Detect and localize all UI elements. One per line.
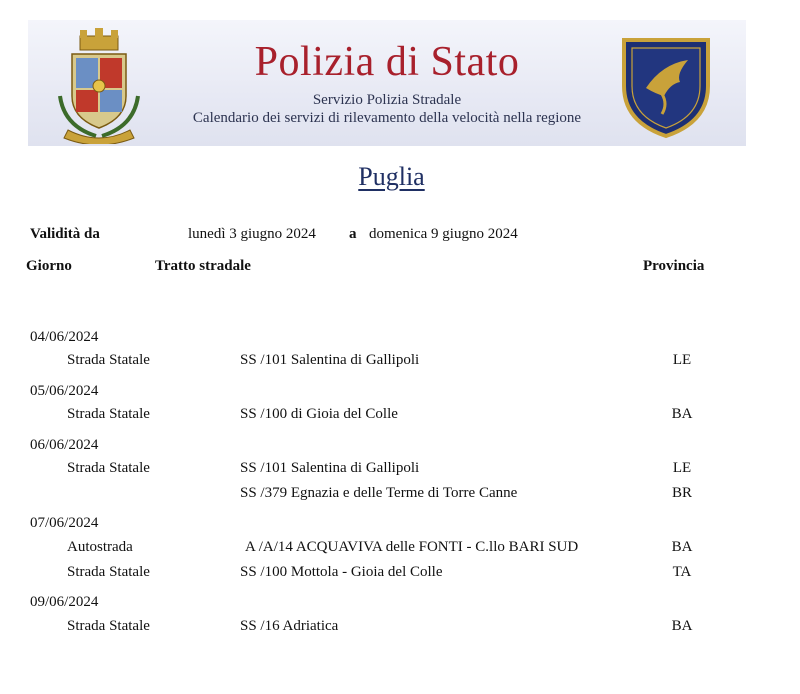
road-name: SS /100 di Gioia del Colle	[240, 406, 398, 422]
road-name: A /A/14 ACQUAVIVA delle FONTI - C.llo BARI SUD	[245, 539, 579, 555]
road-type: Autostrada	[67, 539, 133, 555]
road-name: SS /379 Egnazia e delle Terme di Torre Canne	[240, 485, 518, 501]
column-header-road: Tratto stradale	[155, 258, 251, 274]
agency-title: Polizia di Stato	[254, 39, 520, 85]
entry-date: 09/06/2024	[30, 594, 99, 610]
validity-to: domenica 9 giugno 2024	[369, 226, 518, 242]
province-code: LE	[672, 460, 692, 476]
province-code: BR	[671, 485, 692, 501]
validity-connector: a	[349, 226, 357, 242]
validity-label: Validità da	[30, 226, 100, 242]
province-code: LE	[672, 352, 692, 368]
province-code: TA	[672, 564, 692, 580]
road-name: SS /101 Salentina di Gallipoli	[240, 460, 420, 476]
road-type: Strada Statale	[67, 406, 150, 422]
road-type: Strada Statale	[67, 460, 150, 476]
province-code: BA	[671, 406, 693, 422]
road-type: Strada Statale	[67, 564, 150, 580]
region-title: Puglia	[358, 162, 425, 191]
road-name: SS /100 Mottola - Gioia del Colle	[240, 564, 443, 580]
service-subtitle: Servizio Polizia Stradale	[312, 92, 462, 108]
road-name: SS /101 Salentina di Gallipoli	[240, 352, 420, 368]
road-type: Strada Statale	[67, 618, 150, 634]
validity-from: lunedì 3 giugno 2024	[188, 226, 316, 242]
entry-date: 07/06/2024	[30, 515, 99, 531]
road-name: SS /16 Adriatica	[240, 618, 339, 634]
road-type: Strada Statale	[67, 352, 150, 368]
calendar-description: Calendario dei servizi di rilevamento della velocità nella regione	[192, 110, 582, 126]
column-header-day: Giorno	[26, 258, 72, 274]
column-header-province: Provincia	[643, 258, 705, 274]
entry-date: 04/06/2024	[30, 329, 99, 345]
entry-date: 05/06/2024	[30, 383, 99, 399]
polizia-stradale-badge-icon	[618, 34, 714, 140]
province-code: BA	[671, 618, 693, 634]
entry-date: 06/06/2024	[30, 437, 99, 453]
province-code: BA	[671, 539, 693, 555]
header-banner	[28, 20, 746, 146]
